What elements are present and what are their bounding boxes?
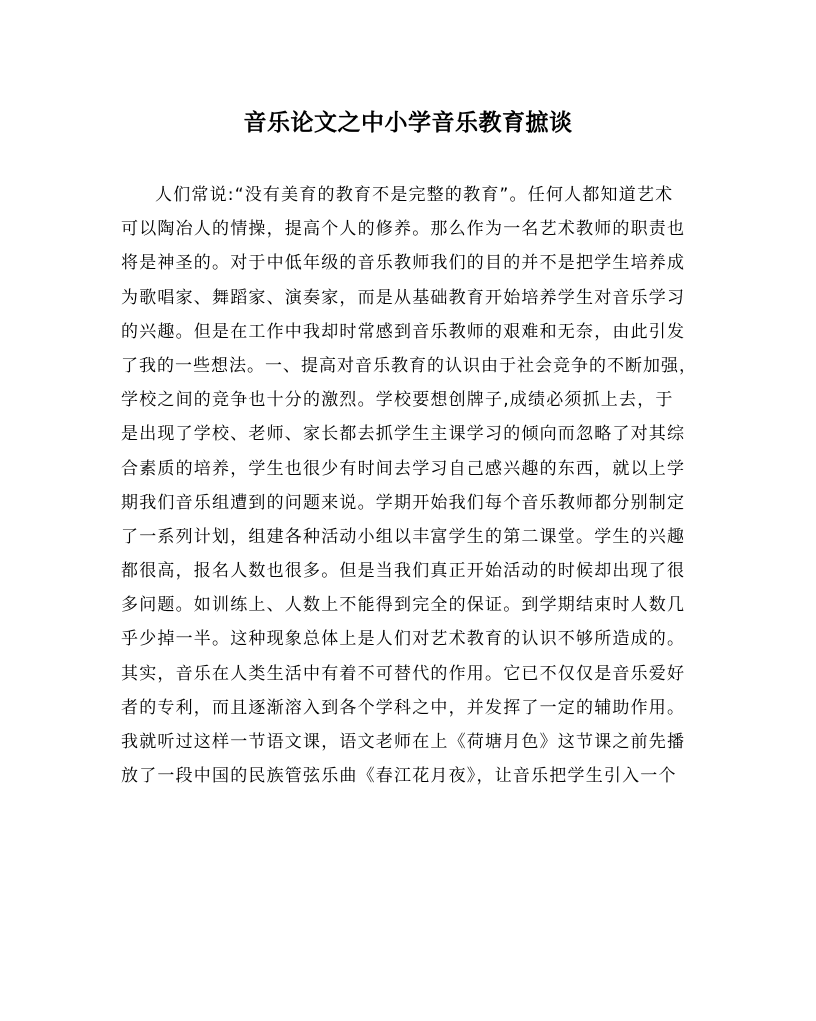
text-line: 是出现了学校、老师、家长都去抓学生主课学习的倾向而忽略了对其综 bbox=[121, 424, 686, 445]
text-line: 人们常说:“没有美育的教育不是完整的教育”。任何人都知道艺术 bbox=[155, 185, 674, 205]
text-line: 乎少掉一半。这种现象总体上是人们对艺术教育的认识不够所造成的。 bbox=[121, 629, 686, 650]
body-paragraph bbox=[121, 178, 699, 793]
text-line: 为歌唱家、舞蹈家、演奏家，而是从基础教育开始培养学生对音乐学习 bbox=[121, 287, 686, 308]
text-line: 其实，音乐在人类生活中有着不可替代的作用。它已不仅仅是音乐爱好 bbox=[121, 663, 686, 684]
text-line: 放了一段中国的民族管弦乐曲《春江花月夜》，让音乐把学生引入一个 bbox=[121, 766, 677, 787]
text-line: 的兴趣。但是在工作中我却时常感到音乐教师的艰难和无奈，由此引发 bbox=[121, 321, 686, 342]
text-line: 者的专利，而且逐渐溶入到各个学科之中，并发挥了一定的辅助作用。 bbox=[121, 697, 686, 718]
text-line: 我就听过这样一节语文课，语文老师在上《荷塘月色》这节课之前先播 bbox=[121, 732, 686, 752]
text-line: 了我的一些想法。一、提高对音乐教育的认识由于社会竞争的不断加强， bbox=[121, 355, 697, 376]
text-line: 期我们音乐组遭到的问题来说。学期开始我们每个音乐教师都分别制定 bbox=[121, 492, 686, 513]
text-line: 可以陶冶人的情操，提高个人的修养。那么作为一名艺术教师的职责也 bbox=[121, 219, 686, 240]
text-line: 将是神圣的。对于中低年级的音乐教师我们的目的并不是把学生培养成 bbox=[121, 253, 686, 274]
document-title: 音乐论文之中小学音乐教育摭谈 bbox=[243, 109, 573, 136]
text-line: 合素质的培养，学生也很少有时间去学习自己感兴趣的东西，就以上学 bbox=[121, 458, 686, 479]
text-line: 了一系列计划，组建各种活动小组以丰富学生的第二课堂。学生的兴趣 bbox=[121, 526, 686, 547]
text-line: 学校之间的竞争也十分的激烈。学校要想创牌子,成绩必须抓上去，于 bbox=[121, 390, 674, 411]
text-line: 多问题。如训练上、人数上不能得到完全的保证。到学期结束时人数几 bbox=[121, 595, 686, 616]
text-line: 都很高，报名人数也很多。但是当我们真正开始活动的时候却出现了很 bbox=[121, 561, 686, 582]
